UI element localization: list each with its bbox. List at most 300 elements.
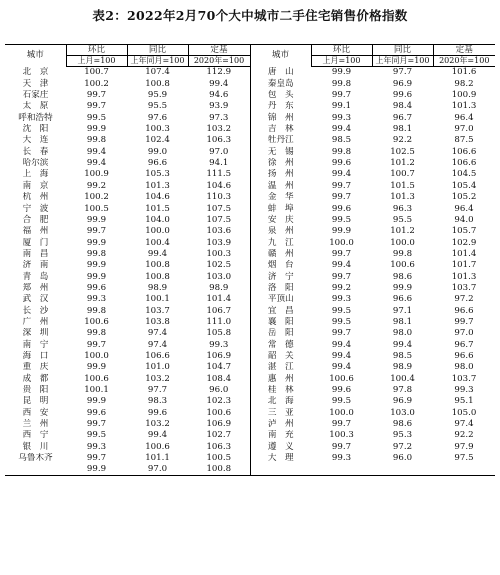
cell-mom-left: 99.9 <box>86 362 107 373</box>
cell-base-left: 100.3 <box>206 248 232 259</box>
cell-mom-left: 99.9 <box>66 464 127 476</box>
cell-yoy-left: 97.4 <box>147 339 168 350</box>
cell-yoy-left: 100.6 <box>145 441 170 452</box>
cell-yoy-left: 105.3 <box>145 169 170 180</box>
cell-base-right: 106.6 <box>451 146 477 157</box>
cell-base-right: 96.6 <box>454 305 474 316</box>
cell-mom-right: 99.5 <box>331 396 352 407</box>
cell-city-left: 南 宁 <box>22 339 49 350</box>
table-row <box>5 453 495 464</box>
table-row <box>5 464 495 476</box>
cell-mom-left: 99.6 <box>86 407 107 418</box>
cell-yoy-right: 96.6 <box>392 294 413 305</box>
cell-yoy-left: 107.4 <box>145 67 170 78</box>
cell-city-left: 杭 州 <box>22 192 49 203</box>
cell-base-right: 98.0 <box>454 362 474 373</box>
cell-base-right: 103.7 <box>451 282 477 293</box>
cell-base-right: 101.4 <box>451 248 477 259</box>
cell-yoy-left: 97.4 <box>147 328 168 339</box>
cell-base-left: 103.6 <box>206 226 232 237</box>
table-row <box>5 67 495 79</box>
cell-yoy-right: 96.9 <box>392 396 413 407</box>
cell-city-right: 牡丹江 <box>250 135 311 146</box>
cell-base-left: 97.0 <box>209 146 229 157</box>
subheader-yoy-left: 上年同月=100 <box>127 56 188 67</box>
cell-city-right: 桂 林 <box>250 385 311 396</box>
cell-base-right: 97.4 <box>454 419 474 430</box>
table-row <box>5 135 495 146</box>
cell-base-left: 106.9 <box>206 419 232 430</box>
cell-mom-right: 99.5 <box>331 316 352 327</box>
cell-mom-right: 99.7 <box>331 248 352 259</box>
cell-base-right: 103.7 <box>451 373 477 384</box>
cell-yoy-right: 98.4 <box>392 101 413 112</box>
cell-city-right: 唐 山 <box>250 67 311 79</box>
header-city-right: 城市 <box>250 45 311 67</box>
cell-base-right: 95.1 <box>454 396 474 407</box>
cell-yoy-left: 98.9 <box>147 282 168 293</box>
cell-city-left: 海 口 <box>22 350 49 361</box>
cell-city-right: 泸 州 <box>250 419 311 430</box>
table-row <box>5 385 495 396</box>
cell-city-right: 南 充 <box>250 430 311 441</box>
cell-mom-left: 99.8 <box>86 328 107 339</box>
cell-yoy-right: 98.5 <box>392 350 413 361</box>
table-row <box>5 249 495 260</box>
table-row <box>5 328 495 339</box>
cell-yoy-right: 96.3 <box>392 203 413 214</box>
cell-yoy-right: 100.6 <box>390 260 415 271</box>
cell-yoy-right: 98.6 <box>392 271 413 282</box>
cell-mom-left: 99.4 <box>86 146 107 157</box>
cell-yoy-right: 100.4 <box>390 373 415 384</box>
cell-mom-left: 99.3 <box>86 294 107 305</box>
cell-yoy-left: 100.3 <box>145 124 170 135</box>
cell-mom-right: 99.4 <box>331 350 352 361</box>
cell-mom-left: 99.8 <box>86 305 107 316</box>
cell-city-left: 重 庆 <box>22 362 49 373</box>
subheader-base-left: 2020年=100 <box>188 56 250 67</box>
table-row <box>5 373 495 384</box>
cell-base-left: 100.5 <box>206 453 232 464</box>
cell-yoy-right: 98.0 <box>392 328 413 339</box>
cell-mom-right <box>311 464 372 476</box>
cell-city-left: 西 宁 <box>22 430 49 441</box>
cell-base-right <box>433 464 495 476</box>
cell-city-right: 襄 阳 <box>250 317 311 328</box>
cell-yoy-right <box>372 464 433 476</box>
cell-city-right: 包 头 <box>250 90 311 101</box>
cell-yoy-right: 96.0 <box>392 453 413 464</box>
cell-base-left: 101.4 <box>206 294 232 305</box>
cell-city-left: 银 川 <box>22 441 49 452</box>
cell-city-right: 无 锡 <box>250 146 311 157</box>
cell-yoy-right: 101.5 <box>390 180 415 191</box>
cell-base-left: 99.4 <box>209 78 229 89</box>
cell-yoy-left: 100.8 <box>145 78 170 89</box>
cell-base-left: 112.9 <box>206 67 232 78</box>
cell-mom-right: 99.4 <box>331 169 352 180</box>
cell-mom-right: 99.1 <box>331 101 352 112</box>
cell-city-left: 广 州 <box>22 316 49 327</box>
cell-mom-left: 100.2 <box>84 192 109 203</box>
cell-base-left: 96.0 <box>209 385 229 395</box>
cell-mom-left: 99.9 <box>86 260 107 271</box>
cell-yoy-left: 100.1 <box>145 294 170 305</box>
cell-yoy-right: 99.6 <box>392 90 413 101</box>
cell-base-left: 106.9 <box>206 350 232 361</box>
cell-yoy-left: 97.7 <box>147 385 168 395</box>
cell-city-left: 郑 州 <box>22 282 49 293</box>
cell-base-left: 102.7 <box>206 430 232 441</box>
table-row <box>5 101 495 112</box>
cell-base-right: 105.2 <box>451 192 477 203</box>
subheader-mom-right: 上月=100 <box>311 56 372 67</box>
cell-base-left: 94.1 <box>209 158 229 169</box>
cell-base-right: 96.4 <box>454 112 474 123</box>
cell-mom-left: 100.0 <box>84 350 109 361</box>
cell-city-right: 九 江 <box>250 237 311 248</box>
cell-city-left: 哈尔滨 <box>22 158 49 169</box>
cell-city-left <box>5 464 66 476</box>
cell-base-right: 106.6 <box>451 158 477 169</box>
cell-yoy-right: 95.5 <box>392 214 413 225</box>
table-row <box>5 237 495 248</box>
cell-mom-left: 99.9 <box>86 271 107 282</box>
cell-yoy-left: 99.4 <box>147 248 168 259</box>
cell-city-right: 大 理 <box>250 453 311 464</box>
cell-yoy-left: 103.2 <box>145 419 170 430</box>
cell-base-right: 94.0 <box>454 214 474 225</box>
table-row <box>5 317 495 328</box>
cell-mom-left: 100.6 <box>84 316 109 327</box>
table-row <box>5 419 495 430</box>
cell-base-right: 97.5 <box>454 453 474 464</box>
cell-city-right: 岳 阳 <box>250 328 311 339</box>
header-city-left: 城市 <box>5 45 66 67</box>
subheader-yoy-right: 上年同月=100 <box>372 56 433 67</box>
cell-city-left: 呼和浩特 <box>18 112 53 123</box>
cell-base-right: 101.3 <box>451 271 477 282</box>
cell-mom-left: 99.9 <box>86 396 107 407</box>
cell-base-left: 100.8 <box>188 464 250 476</box>
table-row <box>5 180 495 191</box>
cell-city-right: 平顶山 <box>250 294 311 305</box>
cell-city-left: 昆 明 <box>22 396 49 407</box>
header-base-left: 定基 <box>188 45 250 56</box>
cell-base-left: 108.4 <box>206 373 232 384</box>
table-row <box>5 90 495 101</box>
cell-city-right: 丹 东 <box>250 101 311 112</box>
cell-yoy-left: 103.8 <box>145 316 170 327</box>
cell-city-right: 韶 关 <box>250 351 311 362</box>
cell-mom-left: 99.9 <box>86 237 107 248</box>
cell-mom-left: 99.7 <box>86 453 107 464</box>
cell-city-left: 大 连 <box>22 135 49 146</box>
cell-base-left: 104.6 <box>206 180 232 191</box>
cell-yoy-left: 99.4 <box>147 430 168 441</box>
cell-city-right: 温 州 <box>250 180 311 191</box>
cell-base-left: 103.9 <box>206 237 232 248</box>
cell-yoy-right: 95.3 <box>392 430 413 441</box>
cell-yoy-left: 103.7 <box>145 305 170 316</box>
cell-city-right: 徐 州 <box>250 158 311 169</box>
cell-city-right: 惠 州 <box>250 373 311 384</box>
cell-mom-right: 99.7 <box>331 441 352 452</box>
cell-base-left: 111.0 <box>206 316 232 327</box>
cell-mom-right: 99.3 <box>331 294 352 305</box>
header-yoy-right: 同比 <box>372 45 433 56</box>
cell-city-left: 长 春 <box>22 146 49 157</box>
cell-yoy-left: 99.6 <box>147 407 168 418</box>
table-row <box>5 441 495 452</box>
cell-yoy-right: 98.1 <box>392 316 413 327</box>
cell-mom-right: 99.7 <box>331 192 352 203</box>
cell-yoy-left: 104.0 <box>145 214 170 225</box>
cell-yoy-right: 102.5 <box>390 146 415 157</box>
cell-yoy-right: 99.8 <box>392 248 413 259</box>
cell-mom-left: 99.4 <box>86 158 107 169</box>
price-index-table-wrapper <box>5 44 495 476</box>
cell-mom-right: 100.0 <box>329 407 354 418</box>
cell-mom-left: 100.6 <box>84 373 109 384</box>
cell-city-right: 三 亚 <box>250 407 311 418</box>
cell-mom-left: 99.3 <box>86 441 107 452</box>
cell-mom-right: 99.7 <box>331 419 352 430</box>
cell-yoy-left: 95.5 <box>147 101 168 112</box>
cell-base-left: 105.8 <box>206 328 232 339</box>
cell-yoy-left: 104.6 <box>145 192 170 203</box>
cell-city-left: 合 肥 <box>22 214 49 225</box>
header-base-right: 定基 <box>433 45 495 56</box>
cell-mom-right: 99.6 <box>331 385 352 395</box>
cell-base-right: 97.0 <box>454 328 474 339</box>
cell-base-left: 94.6 <box>209 90 229 101</box>
price-index-table <box>5 44 495 476</box>
cell-mom-left: 99.2 <box>86 180 107 191</box>
cell-yoy-left: 96.6 <box>147 158 168 169</box>
cell-yoy-right: 101.3 <box>390 192 415 203</box>
cell-city-left: 成 都 <box>22 373 49 384</box>
cell-yoy-right: 96.9 <box>392 78 413 89</box>
cell-yoy-left: 101.1 <box>145 453 170 464</box>
cell-yoy-right: 103.0 <box>390 407 415 418</box>
cell-city-right: 金 华 <box>250 192 311 203</box>
cell-yoy-left: 101.3 <box>145 180 170 191</box>
cell-mom-left: 99.8 <box>86 135 107 146</box>
cell-city-right: 秦皇岛 <box>250 78 311 89</box>
cell-mom-right: 99.4 <box>331 124 352 135</box>
cell-mom-left: 99.7 <box>86 90 107 101</box>
cell-mom-left: 99.6 <box>86 282 107 293</box>
cell-mom-left: 99.8 <box>86 248 107 259</box>
cell-mom-right: 99.8 <box>331 146 352 157</box>
table-row <box>5 260 495 271</box>
cell-mom-right: 99.9 <box>331 67 352 78</box>
cell-base-right: 98.2 <box>454 78 474 89</box>
cell-mom-right: 100.0 <box>329 237 354 248</box>
cell-base-right: 101.7 <box>451 260 477 271</box>
cell-mom-right: 99.2 <box>331 282 352 293</box>
cell-base-left: 99.3 <box>209 339 229 350</box>
table-row <box>5 124 495 135</box>
cell-yoy-left: 95.9 <box>147 90 168 101</box>
header-mom-right: 环比 <box>311 45 372 56</box>
cell-yoy-left: 100.8 <box>145 260 170 271</box>
cell-base-left: 106.3 <box>206 441 232 452</box>
table-row <box>5 169 495 180</box>
cell-base-left: 104.7 <box>206 362 232 373</box>
cell-base-right: 105.7 <box>451 226 477 237</box>
cell-base-right: 99.3 <box>454 385 474 395</box>
cell-base-right: 101.6 <box>451 67 477 78</box>
cell-city-right: 济 宁 <box>250 271 311 282</box>
cell-city-right: 宜 昌 <box>250 305 311 316</box>
cell-yoy-right: 92.2 <box>392 135 413 146</box>
cell-base-left: 106.3 <box>206 135 232 146</box>
cell-mom-right: 99.7 <box>331 90 352 101</box>
cell-base-right: 105.0 <box>451 407 477 418</box>
cell-city-left: 石家庄 <box>22 90 49 101</box>
cell-mom-left: 100.7 <box>84 67 109 78</box>
cell-mom-left: 99.9 <box>86 124 107 135</box>
table-row <box>5 283 495 294</box>
cell-base-right: 92.2 <box>454 430 474 441</box>
cell-base-right: 87.5 <box>454 135 474 146</box>
cell-base-left: 106.7 <box>206 305 232 316</box>
cell-city-right: 赣 州 <box>250 249 311 260</box>
cell-mom-left: 99.9 <box>86 214 107 225</box>
cell-base-left: 103.0 <box>206 271 232 282</box>
table-body <box>5 67 495 476</box>
cell-yoy-right: 97.2 <box>392 441 413 452</box>
cell-base-left: 100.6 <box>206 407 232 418</box>
cell-city-left: 乌鲁木齐 <box>18 453 53 464</box>
header-yoy-left: 同比 <box>127 45 188 56</box>
cell-base-right: 105.4 <box>451 180 477 191</box>
cell-mom-left: 99.7 <box>86 419 107 430</box>
cell-mom-right: 99.7 <box>331 180 352 191</box>
table-row <box>5 203 495 214</box>
cell-base-left: 111.5 <box>206 169 232 180</box>
cell-base-left: 102.3 <box>206 396 232 407</box>
cell-city-left: 南 京 <box>22 180 49 191</box>
cell-city-left: 贵 阳 <box>22 385 49 395</box>
cell-yoy-left: 99.0 <box>147 146 168 157</box>
cell-city-left: 济 南 <box>22 260 49 271</box>
cell-base-left: 110.3 <box>206 192 232 203</box>
table-row <box>5 305 495 316</box>
cell-base-left: 103.2 <box>206 124 232 135</box>
cell-city-left: 上 海 <box>22 169 49 180</box>
cell-city-left: 长 沙 <box>22 305 49 316</box>
cell-yoy-right: 98.6 <box>392 419 413 430</box>
cell-yoy-left: 106.6 <box>145 350 170 361</box>
cell-base-right: 104.5 <box>451 169 477 180</box>
cell-mom-right: 99.6 <box>331 158 352 169</box>
cell-city-right <box>250 464 311 476</box>
cell-city-right: 遵 义 <box>250 441 311 452</box>
header-mom-left: 环比 <box>66 45 127 56</box>
cell-yoy-right: 100.7 <box>390 169 415 180</box>
table-row <box>5 192 495 203</box>
cell-mom-left: 99.7 <box>86 226 107 237</box>
cell-city-left: 西 安 <box>22 407 49 418</box>
cell-city-left: 厦 门 <box>22 237 49 248</box>
cell-mom-right: 98.5 <box>331 135 352 146</box>
subheader-mom-left: 上月=100 <box>66 56 127 67</box>
cell-base-right: 101.3 <box>451 101 477 112</box>
cell-city-right: 北 海 <box>250 396 311 407</box>
cell-mom-right: 99.5 <box>331 214 352 225</box>
cell-yoy-right: 97.8 <box>392 385 413 395</box>
cell-base-left: 107.5 <box>206 214 232 225</box>
cell-mom-right: 99.6 <box>331 203 352 214</box>
cell-yoy-left: 97.0 <box>127 464 188 476</box>
table-row <box>5 362 495 373</box>
cell-mom-left: 100.5 <box>84 203 109 214</box>
cell-city-right: 吉 林 <box>250 124 311 135</box>
cell-yoy-left: 102.4 <box>145 135 170 146</box>
cell-mom-left: 99.5 <box>86 430 107 441</box>
cell-base-left: 97.3 <box>209 112 229 123</box>
cell-city-left: 深 圳 <box>22 328 49 339</box>
cell-yoy-right: 99.9 <box>392 282 413 293</box>
cell-yoy-right: 101.2 <box>390 158 415 169</box>
cell-yoy-right: 98.9 <box>392 362 413 373</box>
cell-city-right: 常 德 <box>250 339 311 350</box>
cell-city-right: 安 庆 <box>250 214 311 225</box>
cell-mom-left: 100.1 <box>84 385 109 395</box>
cell-base-right: 97.9 <box>454 441 474 452</box>
cell-yoy-right: 97.1 <box>392 305 413 316</box>
cell-city-right: 湛 江 <box>250 362 311 373</box>
table-row <box>5 294 495 305</box>
cell-mom-left: 100.2 <box>84 78 109 89</box>
cell-base-right: 99.7 <box>454 316 474 327</box>
cell-base-right: 97.0 <box>454 124 474 135</box>
cell-yoy-right: 97.7 <box>392 67 413 78</box>
table-title: 表2：2022年2月70个大中城市二手住宅销售价格指数 <box>92 8 408 23</box>
cell-city-left: 沈 阳 <box>22 124 49 135</box>
table-row <box>5 158 495 169</box>
cell-base-right: 97.2 <box>454 294 474 305</box>
cell-city-left: 兰 州 <box>22 419 49 430</box>
cell-mom-right: 99.4 <box>331 362 352 373</box>
cell-yoy-left: 100.8 <box>145 271 170 282</box>
table-row <box>5 407 495 418</box>
cell-city-left: 宁 波 <box>22 203 49 214</box>
cell-city-left: 北 京 <box>22 67 49 78</box>
cell-base-left: 102.5 <box>206 260 232 271</box>
cell-base-right: 102.9 <box>451 237 477 248</box>
cell-mom-left: 99.5 <box>86 112 107 123</box>
cell-yoy-left: 100.0 <box>145 226 170 237</box>
cell-base-right: 96.6 <box>454 350 474 361</box>
cell-mom-right: 99.3 <box>331 112 352 123</box>
cell-mom-right: 99.3 <box>331 453 352 464</box>
cell-yoy-right: 96.7 <box>392 112 413 123</box>
cell-mom-right: 99.4 <box>331 339 352 350</box>
cell-mom-right: 99.5 <box>331 305 352 316</box>
cell-yoy-left: 98.3 <box>147 396 168 407</box>
table-row <box>5 271 495 282</box>
cell-base-right: 96.4 <box>454 203 474 214</box>
cell-mom-right: 99.7 <box>331 328 352 339</box>
subheader-base-right: 2020年=100 <box>433 56 495 67</box>
cell-yoy-right: 98.1 <box>392 124 413 135</box>
cell-mom-right: 99.4 <box>331 260 352 271</box>
